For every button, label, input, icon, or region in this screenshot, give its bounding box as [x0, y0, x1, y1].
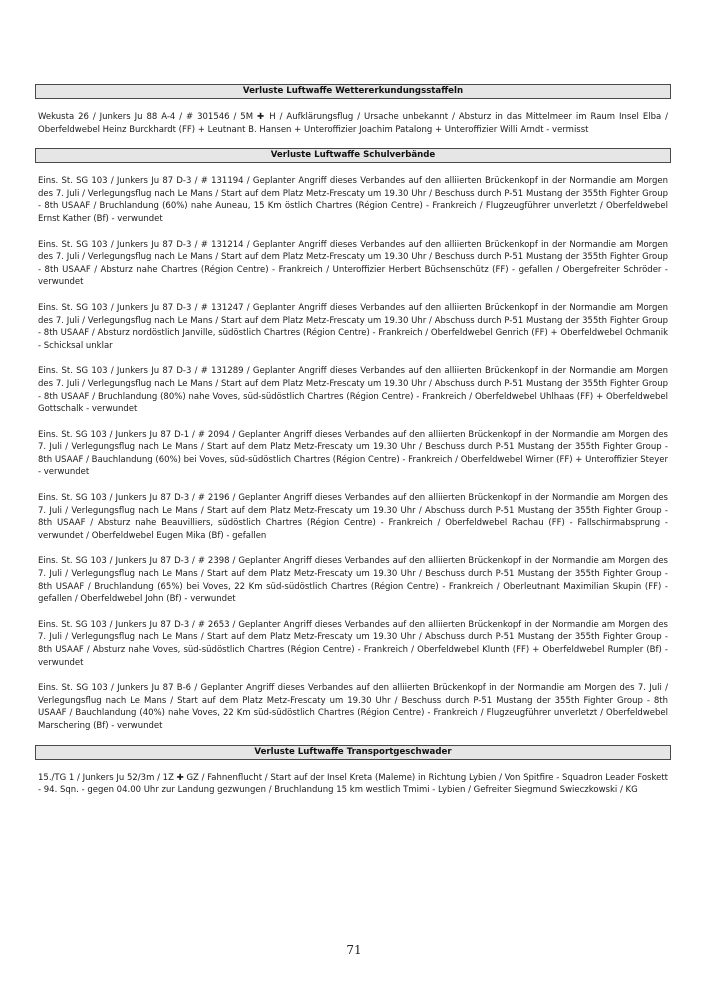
section-header: Verluste Luftwaffe Transportgeschwader	[35, 745, 671, 760]
loss-entry: Eins. St. SG 103 / Junkers Ju 87 D-3 / # 131289 / Geplanter Angriff dieses Verbandes auf den alliierten Brückenkopf in der Normandie am Morgen des 7. Juli / Verlegungsflug nach Le Mans / Start auf dem Platz Metz-Frescaty um 19.30 Uhr / Abschuss durch P-51 Mustang der 355th Fighter Group - 8th USAAF / Bruchlandung (80%) nahe Voves, süd-südöstlich Chartres (Région Centre) - Frankreich / Oberfeldwebel Uhlhaas (FF) + Oberfeldwebel Gottschalk - verwundet	[38, 366, 668, 415]
loss-entry: Eins. St. SG 103 / Junkers Ju 87 D-3 / # 131194 / Geplanter Angriff dieses Verbandes auf den alliierten Brückenkopf in der Normandie am Morgen des 7. Juli / Verlegungsflug nach Le Mans / Start auf dem Platz Metz-Frescaty um 19.30 Uhr / Beschuss durch P-51 Mustang der 355th Fighter Group - 8th USAAF / Bruchlandung (60%) nahe Auneau, 15 Km östlich Chartres (Région Centre) - Frankreich / Flugzeugführer unverletzt / Oberfeldwebel Ernst Kather (Bf) - verwundet	[38, 176, 668, 224]
page-number: 71	[346, 943, 362, 957]
section-wettererkundungsstaffeln	[35, 84, 671, 136]
loss-entry: Eins. St. SG 103 / Junkers Ju 87 B-6 / Geplanter Angriff dieses Verbandes auf den alliierten Brückenkopf in der Normandie am Morgen des 7. Juli / Verlegungsflug nach Le Mans / Start auf dem Platz Metz-Frescaty um 19.30 Uhr / Beschuss durch P-51 Mustang der 355th Fighter Group - 8th USAAF / Bauchlandung (40%) nahe Voves, 22 Km süd-südöstlich Chartres (Région Centre) - Frankreich / Flugzeugführer unverletzt / Oberfeldwebel Marschering (Bf) - verwundet	[38, 683, 668, 731]
loss-entry: Eins. St. SG 103 / Junkers Ju 87 D-1 / # 2094 / Geplanter Angriff dieses Verbandes auf den alliierten Brückenkopf in der Normandie am Morgen des 7. Juli / Verlegungsflug nach Le Mans / Start auf dem Platz Metz-Frescaty um 19.30 Uhr / Beschuss durch P-51 Mustang der 355th Fighter Group - 8th USAAF / Bauchlandung (60%) bei Voves, süd-südöstlich Chartres (Région Centre) - Frankreich / Oberfeldwebel Wirner (FF) + Unteroffizier Steyer - verwundet	[38, 429, 668, 478]
section-schulverbaende	[35, 148, 671, 732]
loss-entry: Eins. St. SG 103 / Junkers Ju 87 D-3 / # 2653 / Geplanter Angriff dieses Verbandes auf den alliierten Brückenkopf in der Normandie am Morgen des 7. Juli / Verlegungsflug nach Le Mans / Start auf dem Platz Metz-Frescaty um 19.30 Uhr / Abschuss durch P-51 Mustang der 355th Fighter Group - 8th USAAF / Absturz nahe Voves, süd-südöstlich Chartres (Région Centre) - Frankreich / Oberfeldwebel Klunth (FF) + Oberfeldwebel Rumpler (Bf) - verwundet	[38, 619, 668, 668]
loss-entry: Eins. St. SG 103 / Junkers Ju 87 D-3 / # 2398 / Geplanter Angriff dieses Verbandes auf den alliierten Brückenkopf in der Normandie am Morgen des 7. Juli / Verlegungsflug nach Le Mans / Start auf dem Platz Metz-Frescaty um 19.30 Uhr / Beschuss durch P-51 Mustang der 355th Fighter Group - 8th USAAF / Bruchlandung (65%) bei Voves, 22 Km süd-südöstlich Chartres (Région Centre) - Frankreich / Oberleutnant Maximilian Skupin (FF) - gefallen / Oberfeldwebel John (Bf) - verwundet	[38, 556, 668, 605]
loss-entry: Eins. St. SG 103 / Junkers Ju 87 D-3 / # 131214 / Geplanter Angriff dieses Verbandes auf den alliierten Brückenkopf in der Normandie am Morgen des 7. Juli / Verlegungsflug nach Le Mans / Start auf dem Platz Metz-Frescaty um 19.30 Uhr / Beschuss durch P-51 Mustang der 355th Fighter Group - 8th USAAF / Absturz nahe Chartres (Région Centre) - Frankreich / Unteroffizier Herbert Büchsenschütz (FF) - gefallen / Obergefreiter Schröder - verwundet	[38, 239, 668, 288]
loss-entry: Eins. St. SG 103 / Junkers Ju 87 D-3 / # 2196 / Geplanter Angriff dieses Verbandes auf den alliierten Brückenkopf in der Normandie am Morgen des 7. Juli / Verlegungsflug nach Le Mans / Start auf dem Platz Metz-Frescaty um 19.30 Uhr / Abschuss durch P-51 Mustang der 355th Fighter Group - 8th USAAF / Absturz nahe Beauvilliers, südöstlich Chartres (Région Centre) - Frankreich / Oberfeldwebel Rachau (FF) - Fallschirmabsprung - verwundet / Oberfeldwebel Eugen Mika (Bf) - gefallen	[38, 493, 668, 541]
loss-entry: 15./TG 1 / Junkers Ju 52/3m / 1Z ✚ GZ / Fahnenflucht / Start auf der Insel Kreta (Maleme) in Richtung Lybien / Von Spitfire - Squadron Leader Foskett - 94. Sqn. - gegen 04.00 Uhr zur Landung gezwungen / Bruchlandung 15 km westlich Tmimi - Lybien / Gefreiter Siegmund Swieczkowski / KG	[38, 772, 668, 796]
page-content	[35, 84, 671, 809]
section-header: Verluste Luftwaffe Schulverbände	[35, 148, 671, 163]
loss-entry: Eins. St. SG 103 / Junkers Ju 87 D-3 / # 131247 / Geplanter Angriff dieses Verbandes auf den alliierten Brückenkopf in der Normandie am Morgen des 7. Juli / Verlegungsflug nach Le Mans / Start auf dem Platz Metz-Frescaty um 19.30 Uhr / Abschuss durch P-51 Mustang der 355th Fighter Group - 8th USAAF / Absturz nordöstlich Janville, südöstlich Chartres (Région Centre) - Frankreich / Oberfeldwebel Genrich (FF) + Oberfeldwebel Ochmanik - Schicksal unklar	[38, 302, 668, 351]
loss-entry: Wekusta 26 / Junkers Ju 88 A-4 / # 301546 / 5M ✚ H / Aufklärungsflug / Ursache unbekannt / Absturz in das Mittelmeer im Raum Insel Elba / Oberfeldwebel Heinz Burckhardt (FF) + Leutnant B. Hansen + Unteroffizier Joachim Patalong + Unteroffizier Willi Arndt - vermisst	[38, 112, 668, 135]
section-header: Verluste Luftwaffe Wettererkundungsstaffeln	[35, 84, 671, 99]
section-transportgeschwader	[35, 745, 671, 797]
